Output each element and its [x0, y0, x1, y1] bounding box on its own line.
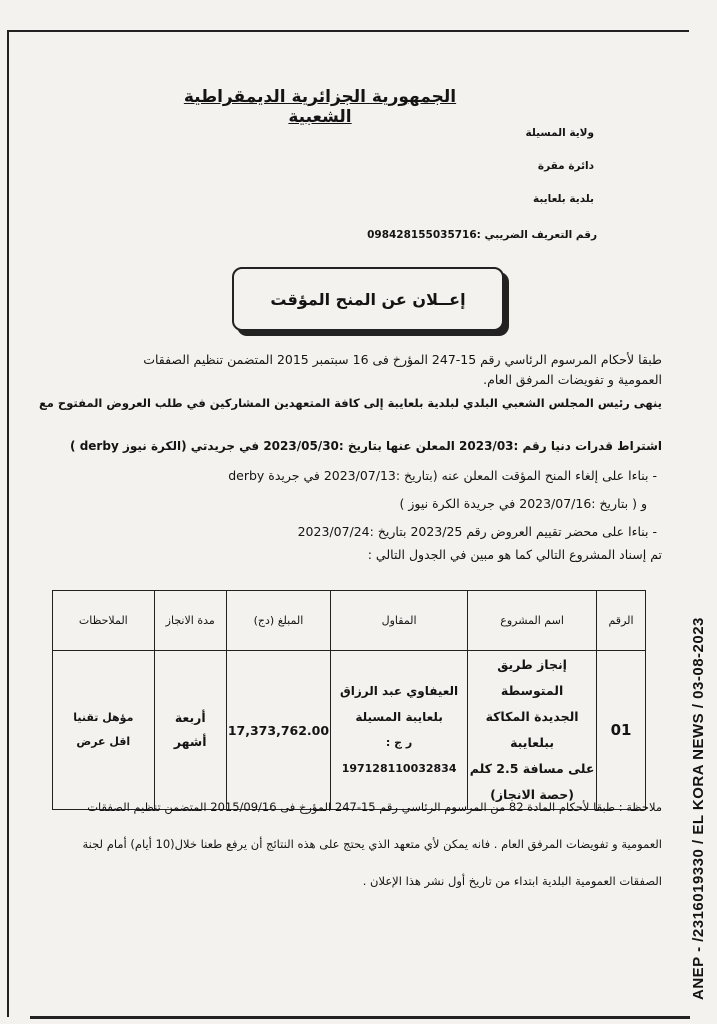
announcement-title-box [232, 267, 504, 331]
body-line-6: و ( بتاريخ :2023/07/16 في جريدة الكرة نيوز ) [399, 496, 647, 511]
daira-line: دائرة مقرة [537, 160, 594, 172]
body-line-2: العمومية و تفويضات المرفق العام. [483, 372, 662, 387]
publication-side-label: ANEP - /2316019330 / EL KORA NEWS / 03-08-2023 [690, 617, 707, 1000]
contractor-location: بلعايبة المسيلة [355, 710, 443, 724]
project-line-4: (حصة الانجاز) [490, 787, 575, 802]
header-amount: المبلغ (دج) [226, 591, 330, 651]
clipping-bottom-rule [30, 1016, 690, 1019]
table-header-row [53, 591, 646, 651]
republic-title: الجمهورية الجزائرية الديمقراطية الشعبية [183, 87, 457, 127]
body-line-7: - بناءا على محضر تقييم العروض رقم 2023/25 بتاريخ :2023/07/24 [297, 524, 657, 539]
project-line-1: إنجاز طريق المتوسطة [497, 657, 567, 698]
duration-line-1: أربعة [174, 710, 206, 725]
note-line-3: الصفقات العمومية البلدية ابتداء من تاريخ أول نشر هذا الإعلان . [362, 874, 662, 888]
award-table [52, 590, 646, 810]
header-number: الرقم [597, 591, 646, 651]
contractor-registry: ر ج : 197128110032834 [341, 736, 457, 775]
duration-line-2: أشهر [173, 734, 207, 749]
cell-project [468, 651, 597, 810]
body-line-5: - بناءا على إلغاء المنح المؤقت المعلن عنه (بتاريخ :2023/07/13 في جريدة derby [228, 468, 657, 483]
contractor-name: العيفاوي عبد الرزاق [340, 684, 459, 698]
note-line-2: العمومية و تفويضات المرفق العام . فانه يمكن لأي متعهد الذي يحتج على هذه النتائج أن يرفع طعنا خلال(10 أيام) أمام لجنة [82, 837, 662, 851]
cell-contractor [331, 651, 468, 810]
cell-amount: 17,373,762.00 [226, 651, 330, 810]
remarks-line-2: اقل عرض [76, 735, 131, 748]
commune-line: بلدية بلعايبة [533, 193, 594, 205]
wilaya-line: ولاية المسيلة [525, 127, 594, 139]
remarks-line-1: مؤهل تقنيا [73, 711, 134, 724]
table-row [53, 651, 646, 810]
project-line-3: على مسافة 2.5 كلم [469, 761, 595, 776]
note-line-1: ملاحظة : طبقا لأحكام المادة 82 من المرسوم الرئاسي رقم 15-247 المؤرخ فى 2015/09/16 المتضمن تنظيم الصفقات [87, 800, 662, 814]
cell-number: 01 [597, 651, 646, 810]
body-line-8: تم إسناد المشروع التالي كما هو مبين في الجدول التالي : [367, 547, 662, 562]
header-project: اسم المشروع [468, 591, 597, 651]
body-line-3: ينهى رئيس المجلس الشعبي البلدي لبلدية بلعايبة إلى كافة المتعهدين المشاركين في طلب العروض المفتوح مع [38, 396, 662, 410]
body-line-1: طبقا لأحكام المرسوم الرئاسي رقم 15-247 المؤرخ فى 16 سبتمبر 2015 المتضمن تنظيم الصفقات [143, 352, 662, 367]
header-contractor: المقاول [331, 591, 468, 651]
body-line-4: اشتراط قدرات دنيا رقم :2023/03 المعلن عنها بتاريخ :2023/05/30 في جريدتي (الكرة نيوز derby ) [70, 439, 662, 453]
announcement-title: إعــلان عن المنح المؤقت [270, 289, 466, 309]
header-remarks: الملاحظات [53, 591, 155, 651]
cell-duration [154, 651, 226, 810]
tax-id-line: رقم التعريف الضريبي :098428155035716 [367, 229, 597, 241]
cell-remarks [53, 651, 155, 810]
project-line-2: الجديدة المكاكة ببلعايبة [485, 709, 579, 750]
header-duration: مدة الانجاز [154, 591, 226, 651]
